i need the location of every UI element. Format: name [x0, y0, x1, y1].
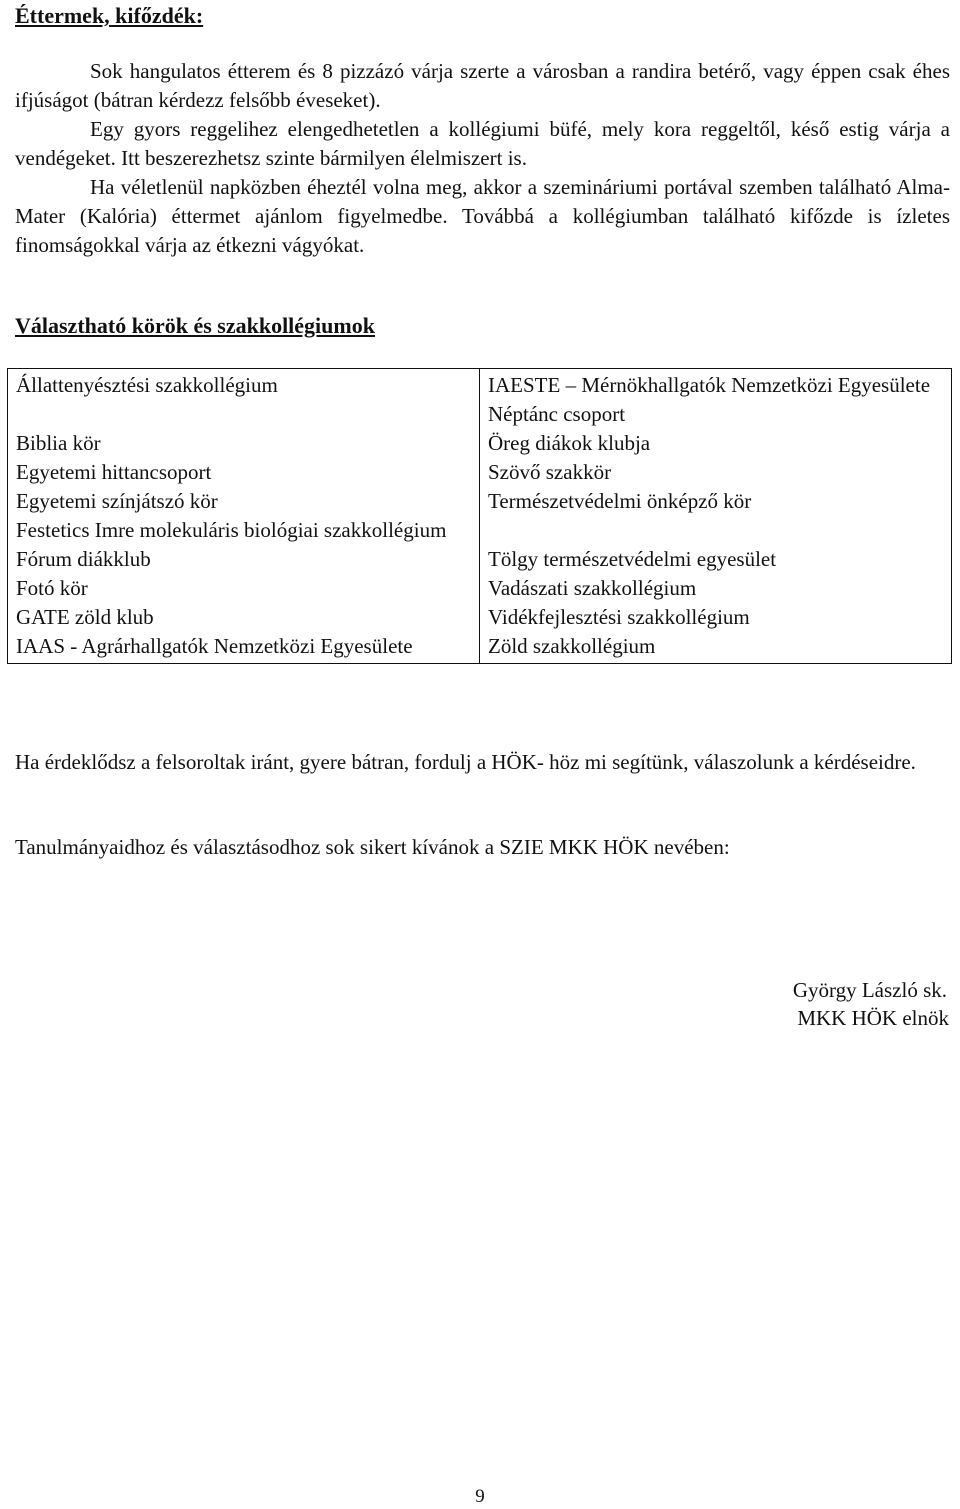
clubs-right-column: [480, 369, 952, 664]
clubs-table-row: [8, 369, 952, 664]
club-item: Tölgy természetvédelmi egyesület: [488, 547, 777, 571]
signature-name: György László sk.: [792, 978, 947, 1002]
club-item: IAAS - Agrárhallgatók Nemzetközi Egyesülete: [16, 634, 413, 658]
wishes-paragraph: Tanulmányaidhoz és választásodhoz sok sikert kívánok a SZIE MKK HÖK nevében:: [15, 835, 730, 859]
paragraph-3: [15, 173, 950, 260]
club-item: Szövő szakkör: [488, 460, 612, 484]
club-item: GATE zöld klub: [16, 605, 154, 629]
club-item: Természetvédelmi önképző kör: [488, 489, 752, 513]
club-item: Néptánc csoport: [488, 402, 626, 426]
closing-paragraph: Ha érdeklődsz a felsoroltak iránt, gyere bátran, fordulj a HÖK- höz mi segítünk, válaszolunk a kérdéseidre.: [15, 750, 916, 774]
club-item: Öreg diákok klubja: [488, 431, 651, 455]
paragraph-3-text: Ha véletlenül napközben éheztél volna meg, akkor a szemináriumi portával szemben található Alma- Mater (Kalória) éttermet ajánlom figyelmedbe. Továbbá a kollégiumban található kifőzde is ízletes finomságokkal várja az étkezni vágyókat.: [15, 175, 950, 257]
club-item-spacer: [16, 400, 471, 429]
clubs-left-column: [8, 369, 480, 664]
restaurants-text: [15, 57, 950, 260]
club-item-spacer: [488, 516, 943, 545]
section-heading-restaurants: Éttermek, kifőzdék:: [15, 3, 204, 28]
paragraph-2-text: Egy gyors reggelihez elengedhetetlen a kollégiumi büfé, mely kora reggeltől, késő estig várja a vendégeket. Itt beszerezhetsz szinte bármilyen élelmiszert is.: [15, 117, 950, 170]
signature-title: MKK HÖK elnök: [797, 1006, 949, 1030]
clubs-table: [7, 368, 952, 664]
club-item: Egyetemi hittancsoport: [16, 460, 212, 484]
section-heading-clubs: Választható körök és szakkollégiumok: [15, 313, 375, 338]
paragraph-2: [15, 115, 950, 173]
club-item: Biblia kör: [16, 431, 101, 455]
club-item: Fórum diákklub: [16, 547, 151, 571]
club-item: Vidékfejlesztési szakkollégium: [488, 605, 750, 629]
page-number: 9: [475, 1486, 485, 1507]
club-item: Festetics Imre molekuláris biológiai szakkollégium: [16, 518, 447, 542]
club-item: Egyetemi színjátszó kör: [16, 489, 218, 513]
club-item: Állattenyésztési szakkollégium: [16, 373, 278, 397]
club-item: IAESTE – Mérnökhallgatók Nemzetközi Egyesülete: [488, 373, 931, 397]
club-item: Fotó kör: [16, 576, 88, 600]
club-item: Zöld szakkollégium: [488, 634, 656, 658]
paragraph-1: [15, 57, 950, 115]
club-item: Vadászati szakkollégium: [488, 576, 697, 600]
paragraph-1-text: Sok hangulatos étterem és 8 pizzázó várja szerte a városban a randira betérő, vagy éppen csak éhes ifjúságot (bátran kérdezz felsőbb éveseket).: [15, 59, 950, 112]
